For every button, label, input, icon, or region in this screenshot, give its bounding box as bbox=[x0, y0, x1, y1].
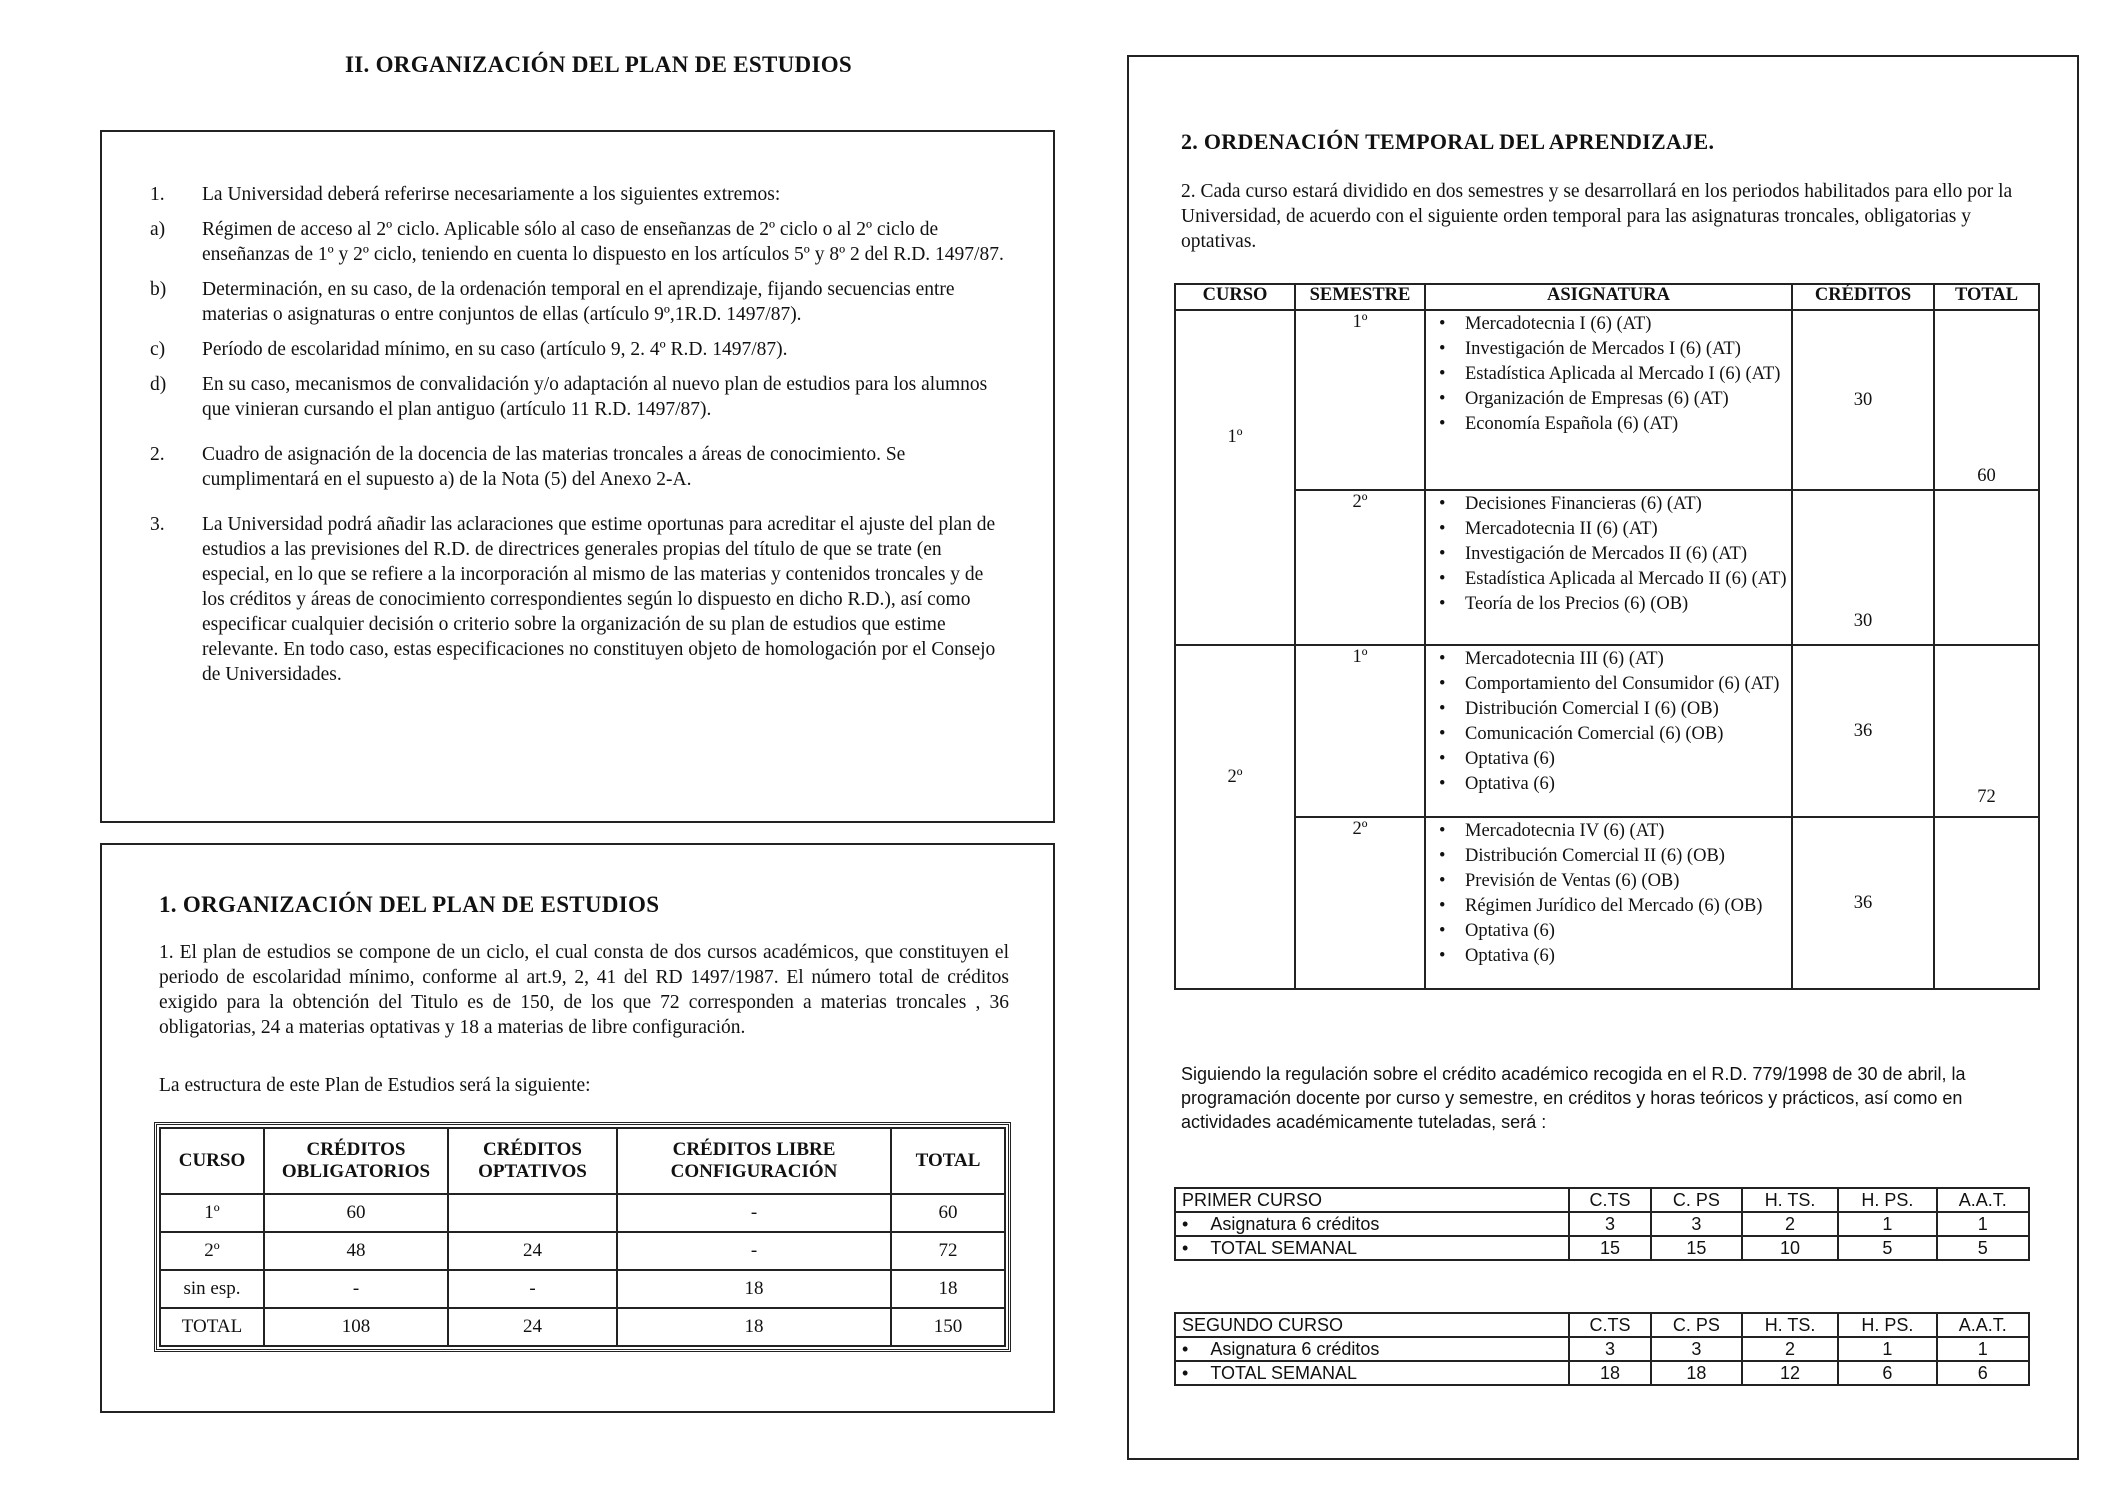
instruction-item: d) En su caso, mecanismos de convalidación y/o adaptación al nuevo plan de estudios para los alumnos que vinieran cursando el plan antiguo (artículo 11 R.D. 1497/87). bbox=[150, 374, 988, 420]
instructions-box bbox=[100, 130, 1055, 823]
list-item: • Organización de Empresas (6) (AT) bbox=[1435, 387, 1790, 412]
subjects-table bbox=[1174, 283, 2040, 990]
semestre-cell: 1º bbox=[1295, 645, 1425, 817]
list-item: • Mercadotecnia II (6) (AT) bbox=[1435, 517, 1790, 542]
list-item: • Teoría de los Precios (6) (OB) bbox=[1435, 592, 1790, 617]
col-header: CURSO bbox=[1175, 284, 1295, 310]
hours-col-header: H. TS. bbox=[1742, 1313, 1838, 1337]
table-cell: sin esp. bbox=[160, 1270, 264, 1308]
semestre-cell: 2º bbox=[1295, 490, 1425, 645]
table-cell: - bbox=[617, 1232, 891, 1270]
list-item: • Decisiones Financieras (6) (AT) bbox=[1435, 492, 1790, 517]
table-cell: 60 bbox=[264, 1194, 448, 1232]
list-item: • Investigación de Mercados I (6) (AT) bbox=[1435, 337, 1790, 362]
hours-cell: 6 bbox=[1838, 1361, 1936, 1385]
total-cell: 72 bbox=[1934, 645, 2039, 817]
creditos-cell: 36 bbox=[1792, 817, 1934, 989]
table-cell: 18 bbox=[891, 1270, 1005, 1308]
list-item: • Mercadotecnia IV (6) (AT) bbox=[1435, 819, 1790, 844]
subjects-cell bbox=[1425, 310, 1792, 490]
hours-cell: 18 bbox=[1651, 1361, 1742, 1385]
list-item: • Mercadotecnia I (6) (AT) bbox=[1435, 312, 1790, 337]
col-header: CRÉDITOS bbox=[1792, 284, 1934, 310]
section-heading: 2. ORDENACIÓN TEMPORAL DEL APRENDIZAJE. bbox=[1181, 129, 1715, 154]
subjects-cell bbox=[1425, 490, 1792, 645]
instruction-item: a) Régimen de acceso al 2º ciclo. Aplicable sólo al caso de enseñanzas de 2º ciclo o al 2º ciclo de enseñanzas de 1º y 2º ciclo, teniendo en cuenta lo dispuesto en los artículos 5º y 8º 2 del R.D. 1497/87. bbox=[150, 219, 1004, 265]
total-cell-empty bbox=[1934, 490, 2039, 645]
hours-cell: 2 bbox=[1742, 1337, 1838, 1361]
instruction-item: 3. La Universidad podrá añadir las aclaraciones que estime oportunas para acreditar el ajuste del plan de estudios a las previsiones del R.D. de directrices generales propias del título de que se trate (en especial, en lo que se refiere a la incorporación al mismo de las materias y contenidos troncales y de los créditos y áreas de conocimiento correspondientes según lo dispuesto en dicho R.D.), así como especificar cualquier decisión o criterio sobre la organización de su plan de estudios que estime relevante. En todo caso, estas especificaciones no constituyen objeto de homologación por el Consejo de Universidades. bbox=[150, 514, 996, 685]
table-cell: 18 bbox=[617, 1270, 891, 1308]
section-heading: 1. ORGANIZACIÓN DEL PLAN DE ESTUDIOS bbox=[159, 892, 660, 917]
hours-cell: 15 bbox=[1569, 1236, 1651, 1260]
list-item: • Comunicación Comercial (6) (OB) bbox=[1435, 722, 1790, 747]
credits-table bbox=[159, 1127, 1006, 1347]
table-cell: 2º bbox=[160, 1232, 264, 1270]
hours-col-header: C.TS bbox=[1569, 1188, 1651, 1212]
list-item: • Economía Española (6) (AT) bbox=[1435, 412, 1790, 437]
table-cell: 108 bbox=[264, 1308, 448, 1346]
hours-cell: 3 bbox=[1569, 1337, 1651, 1361]
col-header: TOTAL bbox=[1934, 284, 2039, 310]
total-cell-empty bbox=[1934, 817, 2039, 989]
hours-cell: 3 bbox=[1569, 1212, 1651, 1236]
list-item: • Previsión de Ventas (6) (OB) bbox=[1435, 869, 1790, 894]
col-header: CURSO bbox=[160, 1128, 264, 1194]
hours-cell: 1 bbox=[1937, 1212, 2029, 1236]
hours-col-header: A.A.T. bbox=[1937, 1188, 2029, 1212]
hours-table-segundo bbox=[1174, 1312, 2030, 1386]
creditos-cell: 30 bbox=[1792, 310, 1934, 490]
col-header: CRÉDITOS OPTATIVOS bbox=[448, 1128, 617, 1194]
instruction-item: 1. La Universidad deberá referirse necesariamente a los siguientes extremos: bbox=[150, 184, 781, 205]
page-title: II. ORGANIZACIÓN DEL PLAN DE ESTUDIOS bbox=[345, 52, 852, 77]
hours-cell: 3 bbox=[1651, 1337, 1742, 1361]
hours-col-header: C. PS bbox=[1651, 1313, 1742, 1337]
plan-organization-box bbox=[100, 843, 1055, 1413]
structure-line: La estructura de este Plan de Estudios será la siguiente: bbox=[159, 1075, 591, 1096]
instruction-item: b) Determinación, en su caso, de la ordenación temporal en el aprendizaje, fijando secuencias entre materias o asignaturas o entre conjuntos de ellas (artículo 9º,1R.D. 1497/87). bbox=[150, 279, 955, 325]
hours-cell: 15 bbox=[1651, 1236, 1742, 1260]
hours-cell: 12 bbox=[1742, 1361, 1838, 1385]
temporal-order-box bbox=[1127, 55, 2079, 1460]
semestre-cell: 2º bbox=[1295, 817, 1425, 989]
hours-cell: 6 bbox=[1937, 1361, 2029, 1385]
list-item: • Estadística Aplicada al Mercado II (6) (AT) bbox=[1435, 567, 1790, 592]
hours-cell: 1 bbox=[1937, 1337, 2029, 1361]
list-item: • Mercadotecnia III (6) (AT) bbox=[1435, 647, 1790, 672]
table-cell: 60 bbox=[891, 1194, 1005, 1232]
table-cell: 24 bbox=[448, 1308, 617, 1346]
hours-row-label: • Asignatura 6 créditos bbox=[1175, 1337, 1569, 1361]
instruction-item: 2. Cuadro de asignación de la docencia de las materias troncales a áreas de conocimiento. Se cumplimentará en el supuesto a) de la Nota (5) del Anexo 2-A. bbox=[150, 444, 906, 490]
total-cell: 60 bbox=[1934, 310, 2039, 490]
table-cell: 48 bbox=[264, 1232, 448, 1270]
list-item: • Comportamiento del Consumidor (6) (AT) bbox=[1435, 672, 1790, 697]
hours-cell: 3 bbox=[1651, 1212, 1742, 1236]
hours-row-label: • TOTAL SEMANAL bbox=[1175, 1236, 1569, 1260]
list-item: • Distribución Comercial II (6) (OB) bbox=[1435, 844, 1790, 869]
curso-cell: 1º bbox=[1175, 310, 1295, 645]
hours-col-header: A.A.T. bbox=[1937, 1313, 2029, 1337]
list-item: • Régimen Jurídico del Mercado (6) (OB) bbox=[1435, 894, 1790, 919]
hours-row-label: • Asignatura 6 créditos bbox=[1175, 1212, 1569, 1236]
hours-cell: 10 bbox=[1742, 1236, 1838, 1260]
table-cell: 1º bbox=[160, 1194, 264, 1232]
instructions-list bbox=[150, 182, 1005, 697]
hours-col-header: H. TS. bbox=[1742, 1188, 1838, 1212]
hours-row-label: • TOTAL SEMANAL bbox=[1175, 1361, 1569, 1385]
plan-paragraph: 1. El plan de estudios se compone de un ciclo, el cual consta de dos cursos académicos, que constituyen el periodo de escolaridad mínimo, conforme al art.9, 2, 41 del RD 1497/1987. El número total de créditos exigido para la obtención del Titulo es de 150, de los que 72 corresponden a materias troncales , 36 obligatorias, 24 a materias optativas y 18 a materias de libre configuración. bbox=[159, 942, 1009, 1038]
hours-cell: 1 bbox=[1838, 1212, 1936, 1236]
table-cell: TOTAL bbox=[160, 1308, 264, 1346]
hours-cell: 18 bbox=[1569, 1361, 1651, 1385]
table-cell: 150 bbox=[891, 1308, 1005, 1346]
curso-cell: 2º bbox=[1175, 645, 1295, 989]
temporal-paragraph: 2. Cada curso estará dividido en dos semestres y se desarrollará en los periodos habilitados para ello por la Universidad, de acuerdo con el siguiente orden temporal para las asignaturas troncales, obligatorias y optativas. bbox=[1181, 181, 2013, 252]
list-item: • Investigación de Mercados II (6) (AT) bbox=[1435, 542, 1790, 567]
table-cell: 18 bbox=[617, 1308, 891, 1346]
table-cell: - bbox=[448, 1270, 617, 1308]
list-item: • Distribución Comercial I (6) (OB) bbox=[1435, 697, 1790, 722]
table-cell: - bbox=[617, 1194, 891, 1232]
list-item: • Optativa (6) bbox=[1435, 944, 1790, 969]
hours-col-header: C.TS bbox=[1569, 1313, 1651, 1337]
col-header: SEMESTRE bbox=[1295, 284, 1425, 310]
hours-title: PRIMER CURSO bbox=[1175, 1188, 1569, 1212]
subjects-cell bbox=[1425, 645, 1792, 817]
table-cell: 72 bbox=[891, 1232, 1005, 1270]
hours-col-header: C. PS bbox=[1651, 1188, 1742, 1212]
creditos-cell: 36 bbox=[1792, 645, 1934, 817]
hours-cell: 1 bbox=[1838, 1337, 1936, 1361]
hours-title: SEGUNDO CURSO bbox=[1175, 1313, 1569, 1337]
list-item: • Optativa (6) bbox=[1435, 772, 1790, 797]
col-header: TOTAL bbox=[891, 1128, 1005, 1194]
hours-col-header: H. PS. bbox=[1838, 1188, 1936, 1212]
list-item: • Optativa (6) bbox=[1435, 747, 1790, 772]
hours-cell: 2 bbox=[1742, 1212, 1838, 1236]
hours-cell: 5 bbox=[1937, 1236, 2029, 1260]
table-cell: - bbox=[264, 1270, 448, 1308]
col-header: CRÉDITOS LIBRE CONFIGURACIÓN bbox=[617, 1128, 891, 1194]
instruction-item: c) Período de escolaridad mínimo, en su caso (artículo 9, 2. 4º R.D. 1497/87). bbox=[150, 339, 788, 360]
hours-table-primer bbox=[1174, 1187, 2030, 1261]
col-header: ASIGNATURA bbox=[1425, 284, 1792, 310]
list-item: • Estadística Aplicada al Mercado I (6) (AT) bbox=[1435, 362, 1790, 387]
table-cell bbox=[448, 1194, 617, 1232]
col-header: CRÉDITOS OBLIGATORIOS bbox=[264, 1128, 448, 1194]
semestre-cell: 1º bbox=[1295, 310, 1425, 490]
list-item: • Optativa (6) bbox=[1435, 919, 1790, 944]
hours-col-header: H. PS. bbox=[1838, 1313, 1936, 1337]
subjects-cell bbox=[1425, 817, 1792, 989]
creditos-cell: 30 bbox=[1792, 490, 1934, 645]
hours-cell: 5 bbox=[1838, 1236, 1936, 1260]
table-cell: 24 bbox=[448, 1232, 617, 1270]
regulation-text: Siguiendo la regulación sobre el crédito académico recogida en el R.D. 779/1998 de 30 de abril, la programación docente por curso y semestre, en créditos y horas teóricos y prácticos, así como en actividades académicamente tuteladas, será : bbox=[1181, 1064, 1966, 1132]
